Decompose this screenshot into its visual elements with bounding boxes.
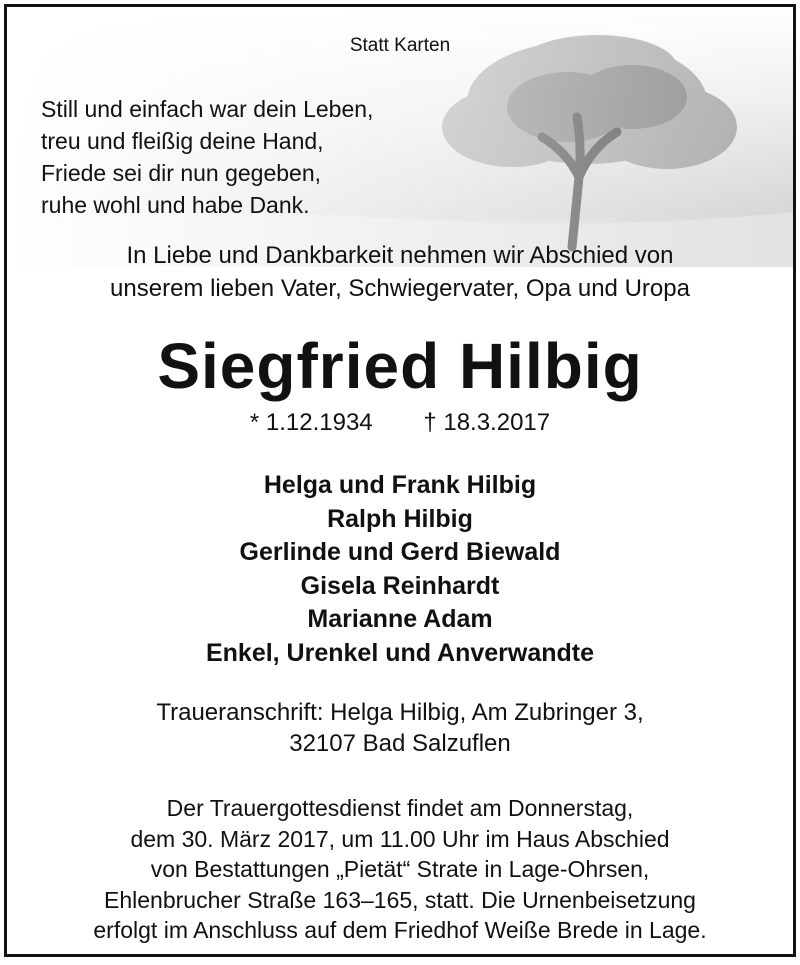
mourner: Gisela Reinhardt bbox=[300, 571, 500, 600]
service-line: Der Trauergottesdienst findet am Donnerstag, bbox=[166, 795, 634, 821]
mourner: Gerlinde und Gerd Biewald bbox=[239, 538, 561, 566]
mourner: Marianne Adam bbox=[307, 605, 493, 633]
obituary-notice bbox=[4, 4, 796, 957]
service-line: dem 30. März 2017, um 11.00 Uhr im Haus Abschied bbox=[130, 825, 670, 852]
deceased-name: Siegfried Hilbig bbox=[157, 330, 643, 402]
intro-line: In Liebe und Dankbarkeit nehmen wir Abschied von bbox=[126, 242, 674, 269]
mourners-list bbox=[7, 469, 793, 670]
mourner: Ralph Hilbig bbox=[327, 504, 473, 533]
address-line: Traueranschrift: Helga Hilbig, Am Zubringer 3, bbox=[156, 699, 644, 726]
mourner: Helga und Frank Hilbig bbox=[263, 471, 537, 499]
service-line: von Bestattungen „Pietät“ Strate in Lage-Ohrsen, bbox=[150, 856, 650, 882]
mourner: Enkel, Urenkel und Anverwandte bbox=[205, 638, 595, 667]
death-date: † 18.3.2017 bbox=[423, 409, 551, 436]
verse-line: Still und einfach war dein Leben, bbox=[41, 96, 374, 122]
verse-line: ruhe wohl und habe Dank. bbox=[41, 192, 310, 218]
service-details bbox=[7, 793, 793, 946]
birth-date: * 1.12.1934 bbox=[249, 409, 373, 436]
verse-line: Friede sei dir nun gegeben, bbox=[41, 160, 322, 186]
life-dates bbox=[7, 409, 793, 437]
service-line: erfolgt im Anschluss auf dem Friedhof Weiße Brede in Lage. bbox=[93, 917, 707, 943]
intro-line: unserem lieben Vater, Schwiegervater, Opa und Uropa bbox=[110, 275, 690, 302]
address-line: 32107 Bad Salzuflen bbox=[289, 730, 511, 757]
service-line: Ehlenbrucher Straße 163–165, statt. Die Urnenbeisetzung bbox=[104, 886, 696, 913]
mourning-address bbox=[7, 697, 793, 759]
statt-karten-header: Statt Karten bbox=[349, 35, 451, 56]
verse bbox=[41, 93, 373, 221]
verse-line: treu und fleißig deine Hand, bbox=[41, 128, 324, 154]
intro-text bbox=[7, 239, 793, 305]
